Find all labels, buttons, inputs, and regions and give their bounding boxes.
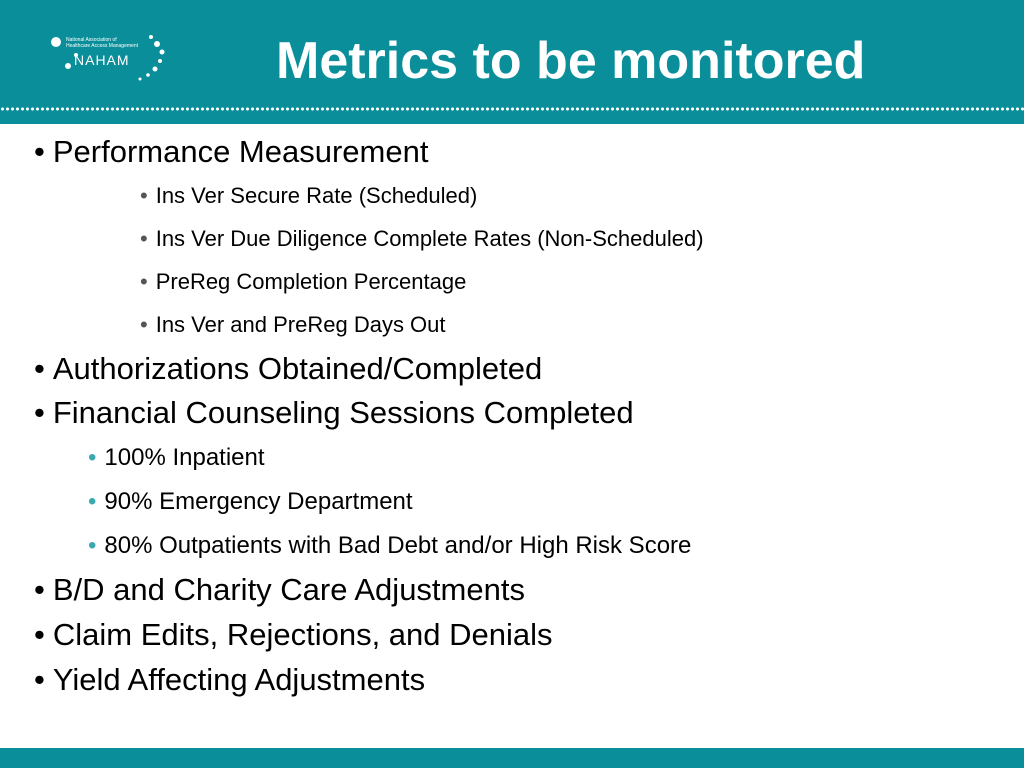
list-item — [34, 572, 525, 608]
list-item-text: Yield Affecting Adjustments — [52, 662, 426, 697]
list-item — [34, 134, 428, 170]
list-item-text: Ins Ver Due Diligence Complete Rates (Non-Scheduled) — [155, 226, 704, 251]
list-item — [34, 351, 542, 387]
bullet-icon: • — [140, 312, 148, 337]
list-item — [88, 444, 265, 472]
list-item-text: 90% Emergency Department — [104, 488, 413, 515]
list-item-text: 80% Outpatients with Bad Debt and/or High Risk Score — [104, 532, 692, 559]
bullet-icon: • — [34, 662, 45, 697]
bullet-icon: • — [34, 395, 45, 430]
list-item — [34, 617, 553, 653]
bullet-icon: • — [34, 617, 45, 652]
list-item — [88, 532, 691, 560]
list-item — [140, 312, 446, 338]
list-item — [140, 269, 466, 295]
list-item-text: PreReg Completion Percentage — [155, 269, 467, 294]
logo-wordmark: NAHAM — [74, 52, 130, 68]
list-item — [34, 662, 425, 698]
list-item — [140, 183, 477, 209]
bullet-icon: • — [88, 488, 97, 515]
logo-line-2: Healthcare Access Management — [66, 43, 138, 49]
list-item — [34, 395, 634, 431]
list-item-text: Financial Counseling Sessions Completed — [52, 395, 634, 430]
bullet-icon: • — [140, 183, 148, 208]
list-item-text: Authorizations Obtained/Completed — [52, 351, 543, 386]
list-item-text: Performance Measurement — [52, 134, 429, 169]
list-item-text: Ins Ver and PreReg Days Out — [155, 312, 446, 337]
bullet-icon: • — [34, 572, 45, 607]
footer-bar — [0, 748, 1024, 768]
bullet-icon: • — [88, 532, 97, 559]
bullet-icon: • — [34, 134, 45, 169]
logo-line-1: National Association of — [66, 37, 117, 43]
list-item-text: Ins Ver Secure Rate (Scheduled) — [155, 183, 478, 208]
list-item-text: B/D and Charity Care Adjustments — [52, 572, 525, 607]
slide-title: Metrics to be monitored — [276, 32, 866, 90]
bullet-icon: • — [140, 269, 148, 294]
list-item-text: 100% Inpatient — [104, 444, 265, 471]
bullet-icon: • — [88, 444, 97, 471]
list-item-text: Claim Edits, Rejections, and Denials — [52, 617, 553, 652]
bullet-icon: • — [34, 351, 45, 386]
bullet-icon: • — [140, 226, 148, 251]
list-item — [140, 226, 704, 252]
list-item — [88, 488, 413, 516]
